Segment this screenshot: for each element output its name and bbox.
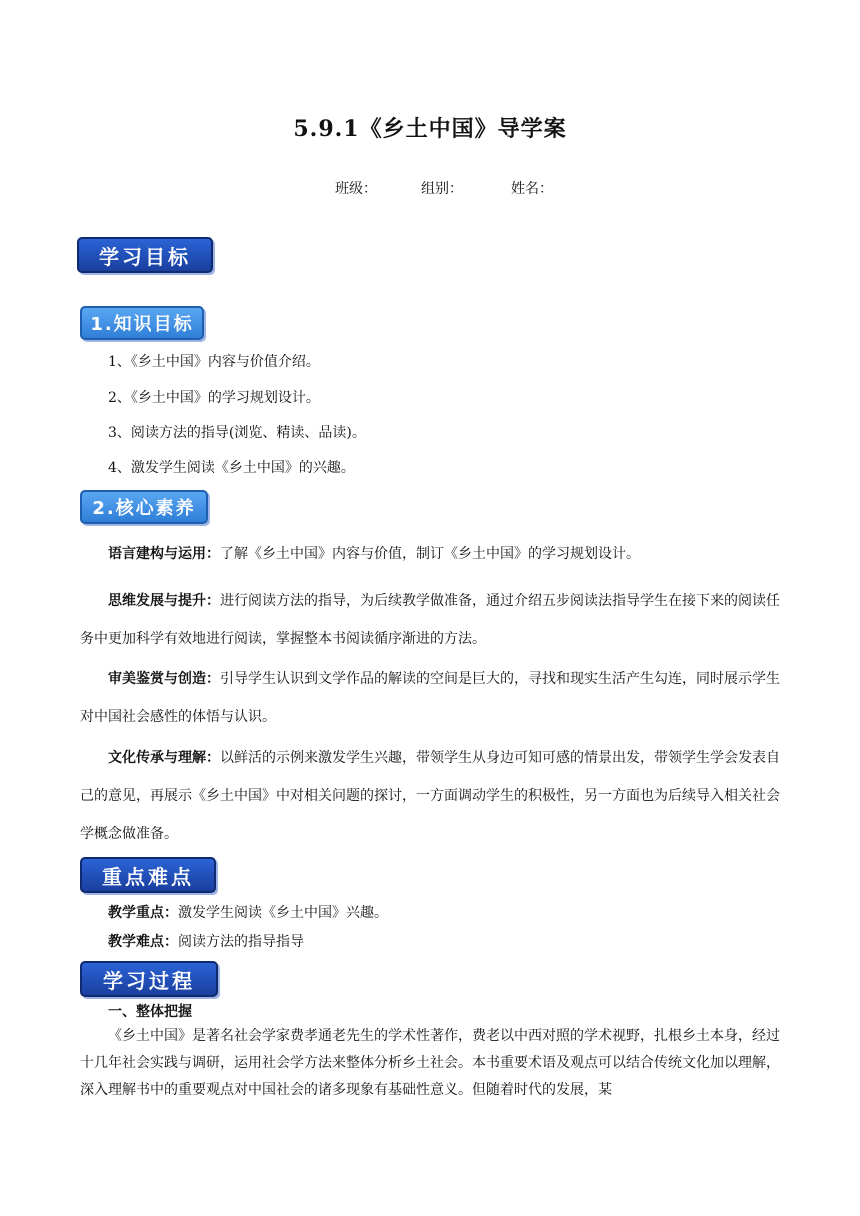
core-section-badge: 2.核心素养 xyxy=(80,490,208,524)
teaching-difficulty-text: 阅读方法的指导指导 xyxy=(178,934,304,950)
core-text: 了解《乡土中国》内容与价值，制订《乡土中国》的学习规划设计。 xyxy=(220,546,640,562)
teaching-focus-line xyxy=(108,903,388,923)
student-info-line xyxy=(335,178,553,198)
core-paragraph-culture xyxy=(80,739,780,853)
teaching-difficulty-lead: 教学难点： xyxy=(108,934,178,950)
core-text: 以鲜活的示例来激发学生兴趣，带领学生从身边可知可感的情景出发，带领学生学会发表自己的意见，再展示《乡土中国》中对相关问题的探讨，一方面调动学生的积极性，另一方面也为后续导入相关社会学概念做准备。 xyxy=(80,750,780,842)
core-text: 进行阅读方法的指导，为后续教学做准备，通过介绍五步阅读法指导学生在接下来的阅读任务中更加科学有效地进行阅读，掌握整本书阅读循序渐进的方法。 xyxy=(80,593,780,647)
core-lead: 思维发展与提升： xyxy=(108,593,220,609)
core-paragraph-thinking xyxy=(80,582,780,658)
core-paragraph-language xyxy=(80,535,780,573)
class-label: 班级： xyxy=(335,181,377,197)
core-paragraph-aesthetic xyxy=(80,660,780,736)
name-label: 姓名： xyxy=(511,181,553,197)
goals-section-badge: 学习目标 xyxy=(77,237,213,273)
teaching-focus-lead: 教学重点： xyxy=(108,905,178,921)
core-lead: 审美鉴赏与创造： xyxy=(108,671,220,687)
process-paragraph: 《乡土中国》是著名社会学家费孝通老先生的学术性著作，费老以中西对照的学术视野，扎根乡土本身，经过十几年社会实践与调研，运用社会学方法来整体分析乡土社会。本书重要术语及观点可以结合传统文化加以理解，深入理解书中的重要观点对中国社会的诸多现象有基础性意义。但随着时代的发展，某 xyxy=(80,1028,780,1098)
core-text: 引导学生认识到文学作品的解读的空间是巨大的，寻找和现实生活产生勾连，同时展示学生对中国社会感性的体悟与认识。 xyxy=(80,671,780,725)
teaching-focus-text: 激发学生阅读《乡土中国》兴趣。 xyxy=(178,905,388,921)
process-section-badge: 学习过程 xyxy=(80,961,218,997)
knowledge-item: 1、《乡土中国》内容与价值介绍。 xyxy=(108,354,320,370)
document-title: 5.9.1《乡土中国》导学案 xyxy=(293,116,567,142)
knowledge-item: 4、激发学生阅读《乡土中国》的兴趣。 xyxy=(108,460,355,476)
core-lead: 文化传承与理解： xyxy=(108,750,220,766)
knowledge-section-badge: 1.知识目标 xyxy=(80,306,204,340)
knowledge-item: 2、《乡土中国》的学习规划设计。 xyxy=(108,390,320,406)
group-label: 组别： xyxy=(421,181,463,197)
process-heading: 一、整体把握 xyxy=(108,1004,192,1020)
teaching-difficulty-line xyxy=(108,932,304,952)
knowledge-item: 3、阅读方法的指导(浏览、精读、品读)。 xyxy=(108,425,366,441)
core-lead: 语言建构与运用： xyxy=(108,546,220,562)
key-section-badge: 重点难点 xyxy=(80,857,216,893)
